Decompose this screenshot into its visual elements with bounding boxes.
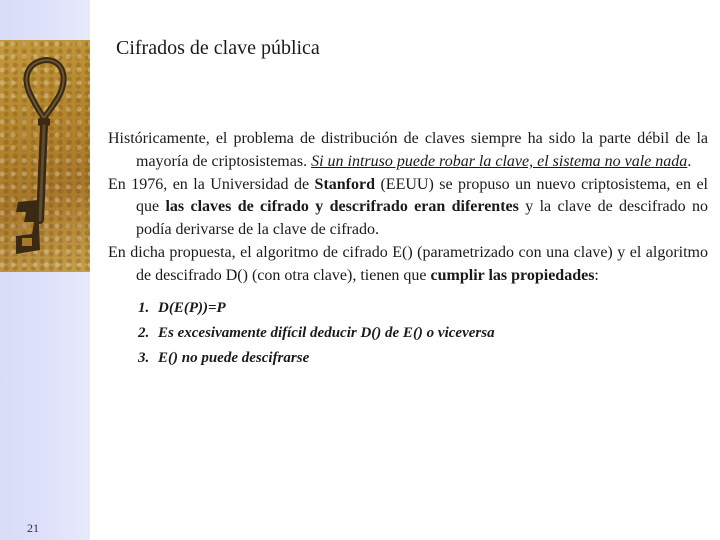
key-icon	[0, 40, 90, 272]
slide-body	[108, 128, 708, 371]
paragraph-proposal	[108, 242, 708, 288]
underlined-phrase: Si un intruso puede robar la clave, el sistema no vale nada	[311, 152, 688, 170]
list-item	[138, 346, 708, 371]
bold-text: las claves de cifrado y descrifrado eran diferentes	[165, 198, 519, 216]
bold-text: Stanford	[314, 175, 375, 193]
list-number: 2.	[138, 324, 150, 341]
list-number: 3.	[138, 349, 150, 366]
slide-title: Cifrados de clave pública	[116, 37, 320, 59]
key-photo	[0, 40, 90, 272]
paragraph-text: :	[594, 266, 599, 284]
paragraph-text: En dicha propuesta, el algoritmo de cifrado E() (parametrizado con una clave) y el algoritmo de descifrado D() (con otra clave), tienen que	[108, 243, 708, 284]
paragraph-stanford	[108, 174, 708, 242]
list-item	[138, 321, 708, 346]
properties-list	[108, 296, 708, 371]
list-number: 1.	[138, 299, 150, 316]
bold-text: cumplir las propiedades	[430, 266, 595, 284]
paragraph-text: y la clave de descifrado no podía derivarse de la clave de cifrado.	[136, 198, 709, 239]
paragraph-text: (EEUU) se propuso un nuevo criptosistema, en el que	[136, 175, 708, 216]
list-item	[138, 296, 708, 321]
list-text: E() no puede descifrarse	[158, 349, 310, 366]
page-number: 21	[27, 521, 39, 535]
paragraph-text: En 1976, en la Universidad de	[108, 175, 315, 193]
paragraph-text: .	[687, 152, 692, 170]
list-text: Es excesivamente difícil deducir D() de E() o viceversa	[158, 324, 495, 341]
paragraph-history	[108, 128, 708, 174]
list-text: D(E(P))=P	[158, 299, 226, 316]
paragraph-text: Históricamente, el problema de distribución de claves siempre ha sido la parte débil de la mayoría de criptosistemas.	[108, 130, 708, 170]
